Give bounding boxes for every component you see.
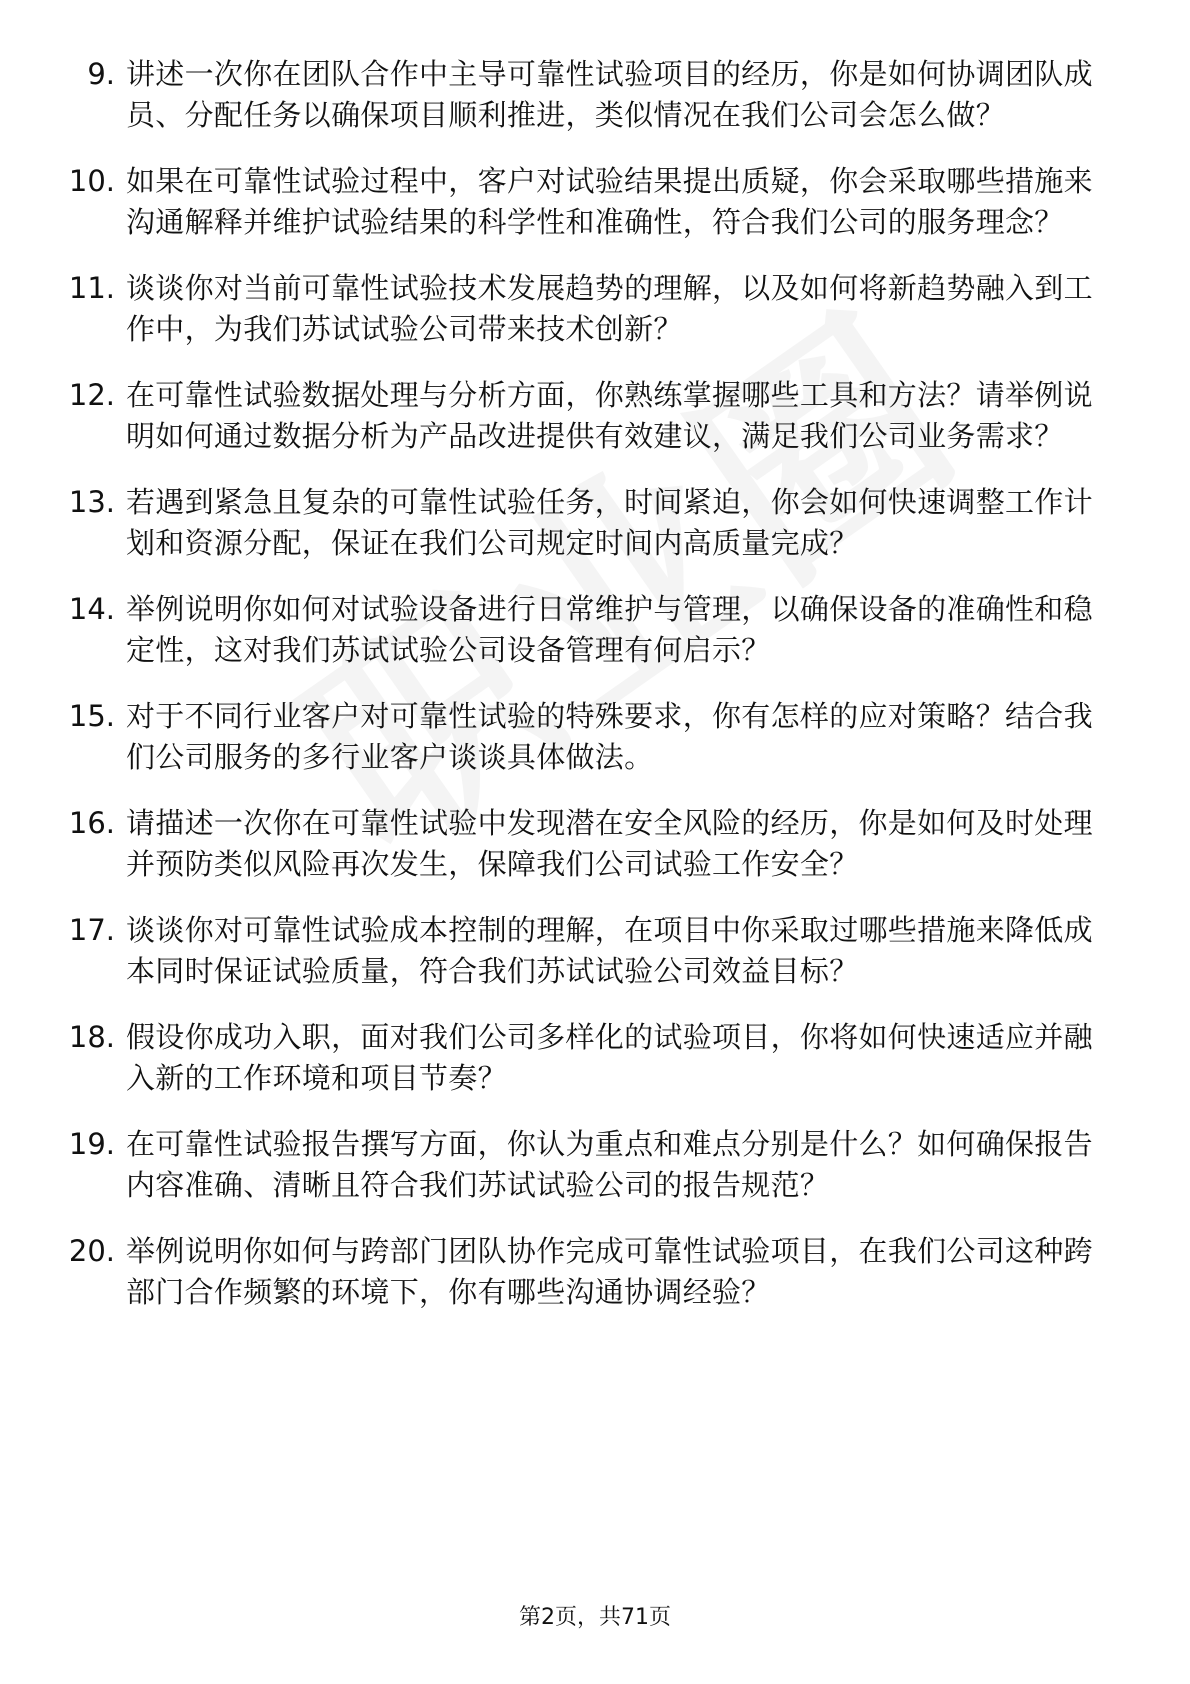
question-number: 11. [68, 271, 115, 305]
question-text: 举例说明你如何对试验设备进行日常维护与管理，以确保设备的准确性和稳定性，这对我们苏试试验公司设备管理有何启示？ [126, 592, 1093, 667]
question-item [55, 1017, 1105, 1099]
question-item [55, 54, 1105, 136]
question-text: 讲述一次你在团队合作中主导可靠性试验项目的经历，你是如何协调团队成员、分配任务以确保项目顺利推进，类似情况在我们公司会怎么做？ [126, 57, 1093, 132]
question-number: 18. [68, 1020, 115, 1054]
question-text: 谈谈你对可靠性试验成本控制的理解，在项目中你采取过哪些措施来降低成本同时保证试验质量，符合我们苏试试验公司效益目标？ [126, 913, 1093, 988]
question-item [55, 1124, 1105, 1206]
question-number: 16. [68, 806, 115, 840]
question-item [55, 482, 1105, 564]
question-number: 10. [68, 164, 115, 198]
question-text: 谈谈你对当前可靠性试验技术发展趋势的理解，以及如何将新趋势融入到工作中，为我们苏试试验公司带来技术创新？ [126, 271, 1093, 346]
question-item [55, 1231, 1105, 1313]
question-text: 举例说明你如何与跨部门团队协作完成可靠性试验项目，在我们公司这种跨部门合作频繁的环境下，你有哪些沟通协调经验？ [126, 1234, 1093, 1309]
question-number: 17. [68, 913, 115, 947]
question-item [55, 696, 1105, 778]
question-number: 12. [68, 378, 115, 412]
question-number: 15. [68, 699, 115, 733]
question-number: 9. [87, 57, 115, 91]
question-text: 请描述一次你在可靠性试验中发现潜在安全风险的经历，你是如何及时处理并预防类似风险再次发生，保障我们公司试验工作安全？ [126, 806, 1093, 881]
question-item [55, 161, 1105, 243]
question-text: 在可靠性试验报告撰写方面，你认为重点和难点分别是什么？如何确保报告内容准确、清晰且符合我们苏试试验公司的报告规范？ [126, 1127, 1093, 1202]
question-text: 假设你成功入职，面对我们公司多样化的试验项目，你将如何快速适应并融入新的工作环境和项目节奏？ [126, 1020, 1093, 1095]
page-footer: 第2页，共71页 [519, 1605, 671, 1630]
question-number: 20. [68, 1234, 115, 1268]
question-number: 13. [68, 485, 115, 519]
question-item [55, 375, 1105, 457]
question-item [55, 803, 1105, 885]
question-list [55, 54, 1105, 1338]
question-text: 如果在可靠性试验过程中，客户对试验结果提出质疑，你会采取哪些措施来沟通解释并维护试验结果的科学性和准确性，符合我们公司的服务理念？ [126, 164, 1093, 239]
question-text: 对于不同行业客户对可靠性试验的特殊要求，你有怎样的应对策略？结合我们公司服务的多行业客户谈谈具体做法。 [126, 699, 1093, 774]
question-item [55, 589, 1105, 671]
question-number: 19. [68, 1127, 115, 1161]
question-text: 若遇到紧急且复杂的可靠性试验任务，时间紧迫，你会如何快速调整工作计划和资源分配，保证在我们公司规定时间内高质量完成？ [126, 485, 1093, 560]
question-text: 在可靠性试验数据处理与分析方面，你熟练掌握哪些工具和方法？请举例说明如何通过数据分析为产品改进提供有效建议，满足我们公司业务需求？ [126, 378, 1093, 453]
question-item [55, 268, 1105, 350]
question-number: 14. [68, 592, 115, 626]
question-item [55, 910, 1105, 992]
